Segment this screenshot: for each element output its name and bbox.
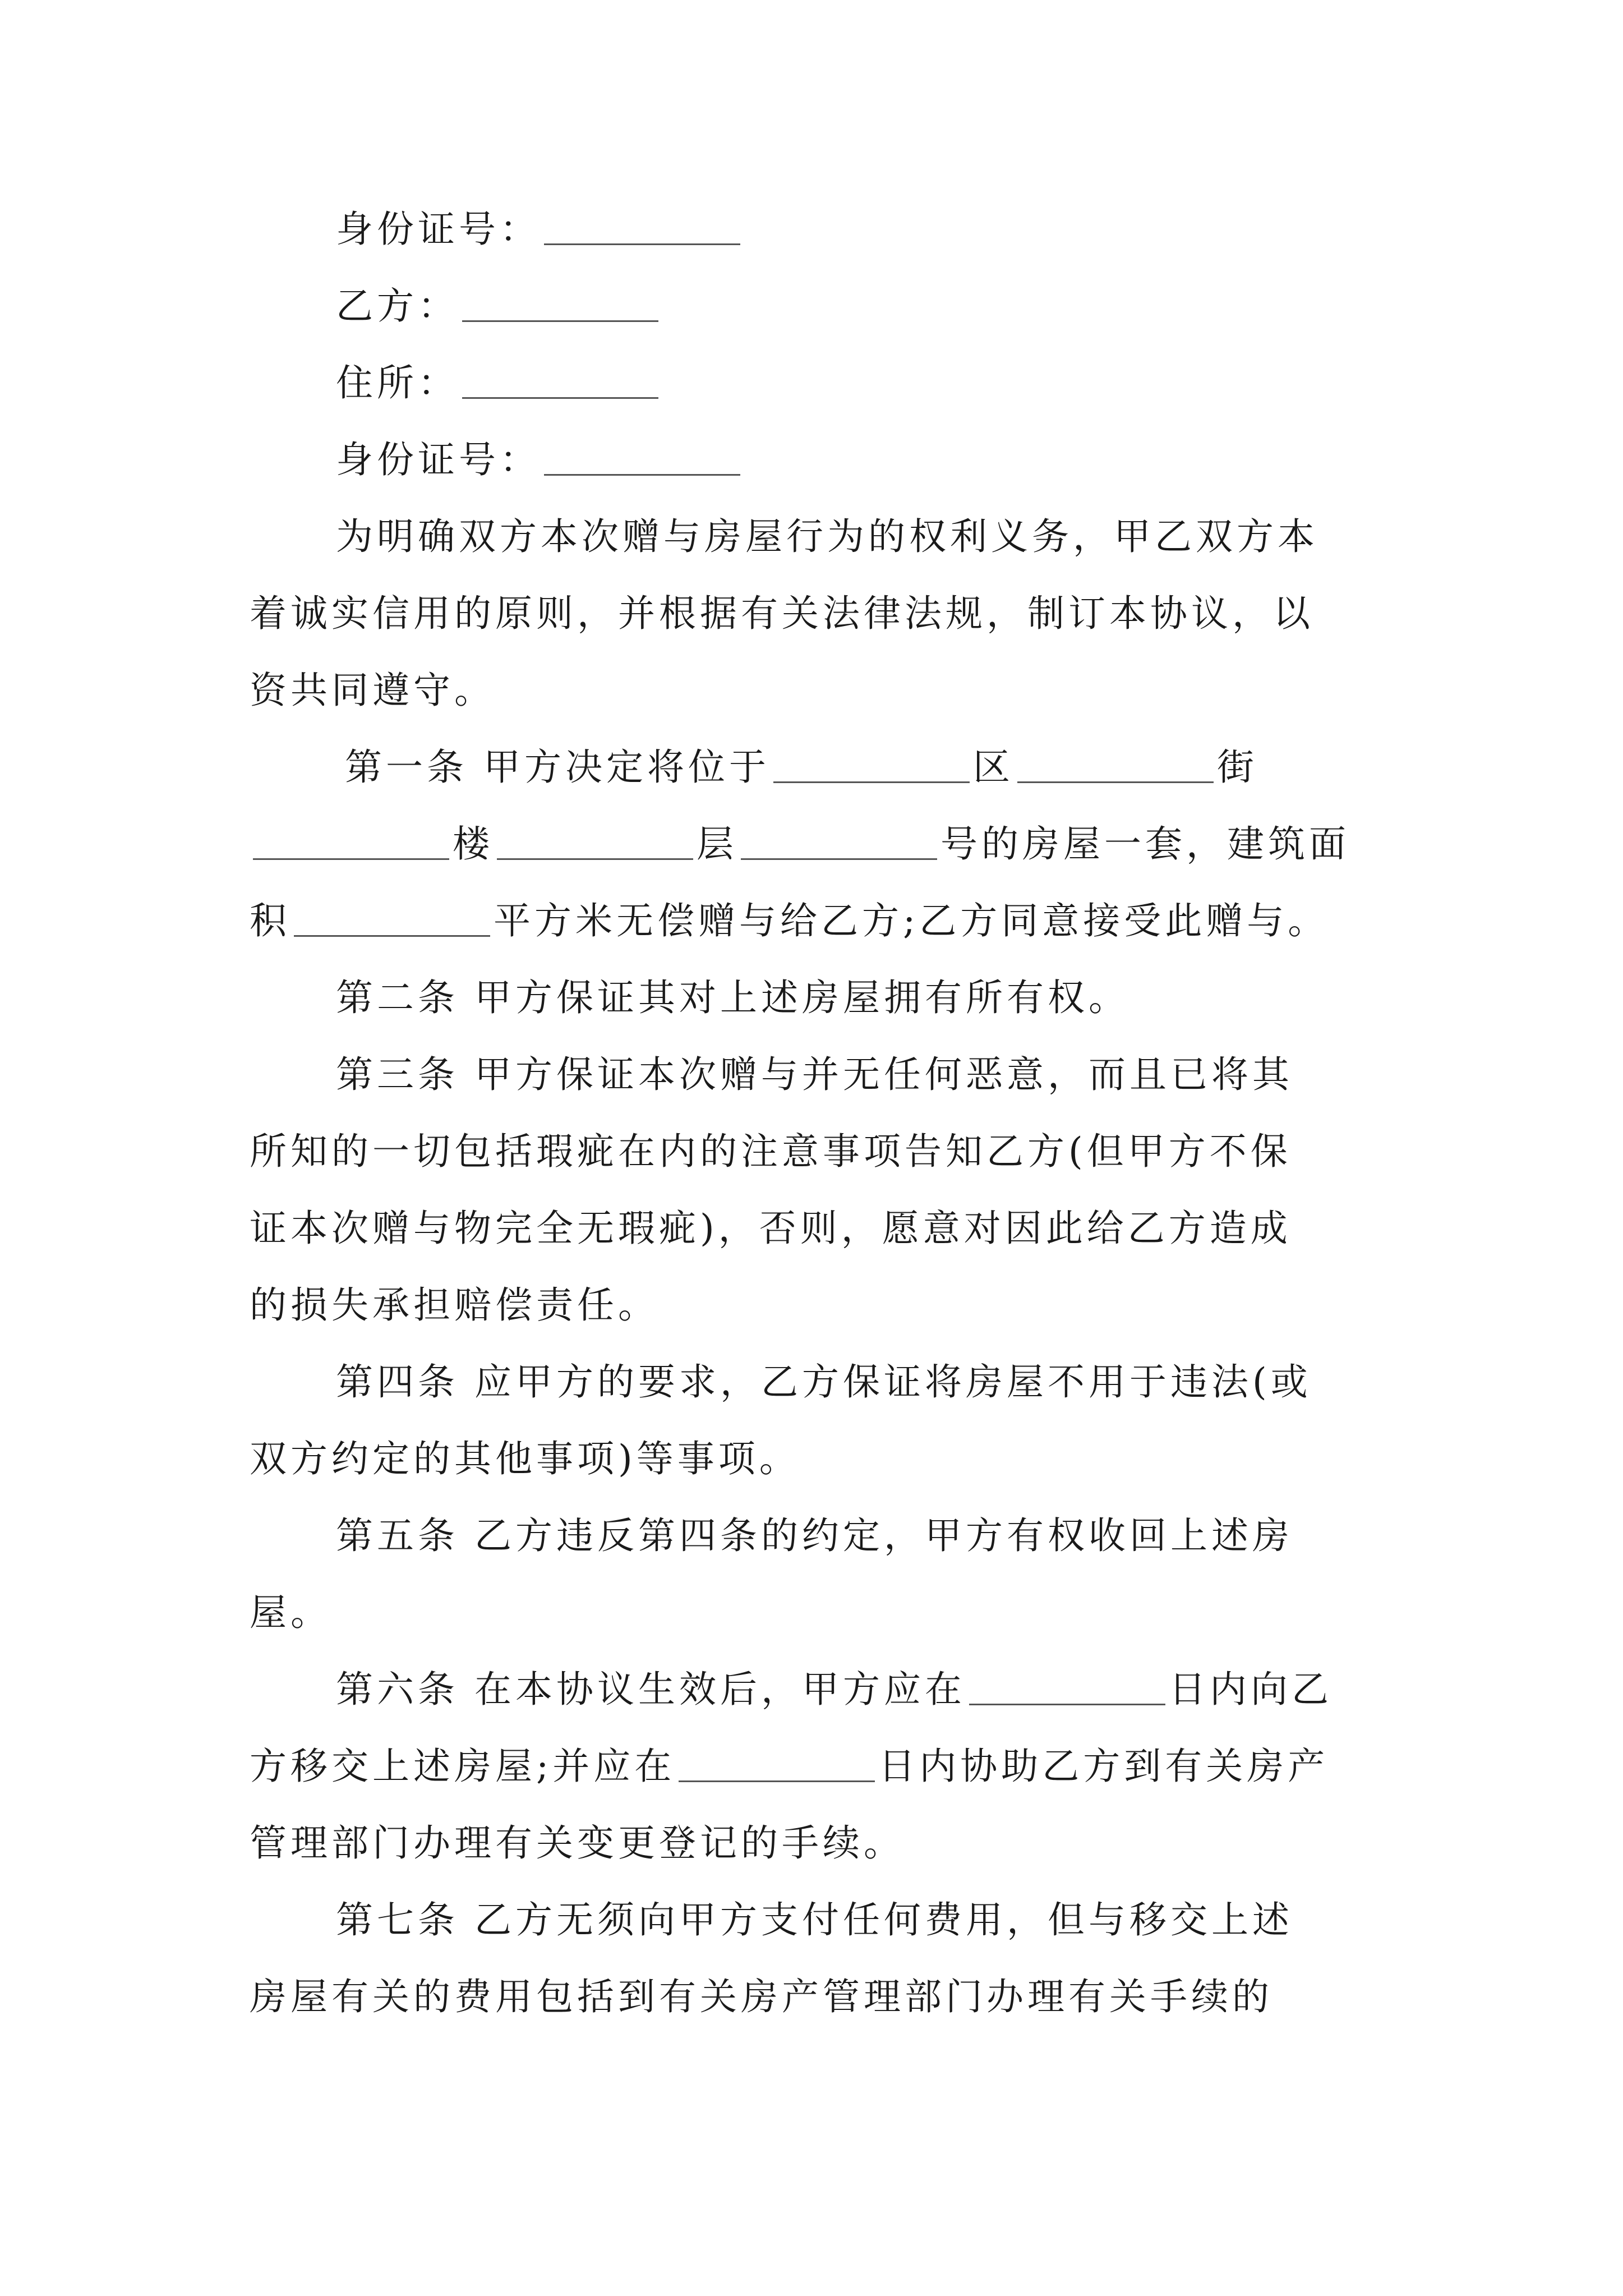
text-line	[250, 882, 1377, 959]
text-segment: 街	[1216, 746, 1258, 789]
text-segment: 积	[250, 899, 291, 942]
fill-in-blank[interactable]	[462, 360, 658, 399]
text-line	[250, 729, 1377, 806]
text-segment: 第四条 应甲方的要求，乙方保证将房屋不用于违法(或	[336, 1360, 1312, 1404]
fill-in-blank[interactable]	[1017, 744, 1214, 783]
text-segment: 双方约定的其他事项)等事项。	[250, 1437, 800, 1480]
text-line	[250, 191, 1377, 268]
text-line	[250, 1420, 1377, 1497]
text-segment: 号的房屋一套，建筑面	[940, 822, 1350, 866]
text-segment: 第六条 在本协议生效后，甲方应在	[336, 1668, 966, 1711]
text-segment: 为明确双方本次赠与房屋行为的权利义务，甲乙双方本	[336, 515, 1318, 558]
text-line	[250, 268, 1377, 344]
text-line	[250, 575, 1377, 652]
fill-in-blank[interactable]	[969, 1667, 1165, 1705]
text-line	[250, 1267, 1377, 1343]
text-segment: 证本次赠与物完全无瑕疵)，否则，愿意对因此给乙方造成	[250, 1207, 1292, 1250]
text-segment: 楼	[453, 822, 494, 866]
text-line	[250, 1343, 1377, 1420]
text-segment: 的损失承担赔偿责任。	[250, 1283, 659, 1327]
text-line	[250, 421, 1377, 498]
fill-in-blank[interactable]	[462, 283, 658, 322]
text-segment: 区	[972, 746, 1014, 789]
text-line	[250, 1958, 1377, 2035]
text-line	[250, 1881, 1377, 1958]
text-segment: 乙方：	[336, 284, 459, 328]
text-line	[250, 959, 1377, 1036]
text-segment: 身份证号：	[336, 438, 541, 481]
text-segment: 第二条 甲方保证其对上述房屋拥有所有权。	[336, 976, 1129, 1019]
text-line	[250, 1036, 1377, 1113]
fill-in-blank[interactable]	[497, 821, 693, 860]
text-segment: 平方米无偿赠与给乙方;乙方同意接受此赠与。	[494, 899, 1329, 942]
text-segment: 第七条 乙方无须向甲方支付任何费用，但与移交上述	[336, 1898, 1293, 1941]
text-segment: 管理部门办理有关变更登记的手续。	[250, 1821, 905, 1865]
text-segment: 第一条 甲方决定将位于	[345, 746, 770, 789]
text-segment: 所知的一切包括瑕疵在内的注意事项告知乙方(但甲方不保	[250, 1130, 1292, 1173]
text-segment: 屋。	[250, 1591, 331, 1634]
text-segment: 第五条 乙方违反第四条的约定，甲方有权收回上述房	[336, 1514, 1293, 1557]
text-segment: 着诚实信用的原则，并根据有关法律法规，制订本协议，以	[250, 592, 1314, 635]
document-body	[250, 191, 1377, 2035]
text-line	[250, 344, 1377, 421]
fill-in-blank[interactable]	[544, 206, 740, 245]
fill-in-blank[interactable]	[741, 821, 937, 860]
text-line	[250, 1805, 1377, 1881]
fill-in-blank[interactable]	[544, 437, 740, 476]
text-segment: 房屋有关的费用包括到有关房产管理部门办理有关手续的	[250, 1975, 1273, 2018]
text-segment: 方移交上述房屋;并应在	[250, 1745, 676, 1788]
fill-in-blank[interactable]	[294, 898, 490, 937]
text-segment: 层	[697, 822, 737, 866]
text-line	[250, 806, 1377, 882]
fill-in-blank[interactable]	[253, 821, 449, 860]
text-segment: 资共同遵守。	[250, 669, 495, 712]
text-line	[250, 498, 1377, 575]
fill-in-blank[interactable]	[679, 1743, 875, 1782]
text-line	[250, 652, 1377, 729]
text-segment: 第三条 甲方保证本次赠与并无任何恶意，而且已将其	[336, 1053, 1293, 1096]
text-line	[250, 1574, 1377, 1651]
text-segment: 住所：	[336, 361, 459, 404]
text-line	[250, 1113, 1377, 1190]
text-line	[250, 1190, 1377, 1267]
text-segment: 日内向乙	[1168, 1668, 1332, 1711]
text-line	[250, 1497, 1377, 1574]
text-segment: 日内协助乙方到有关房产	[878, 1745, 1329, 1788]
text-line	[250, 1651, 1377, 1728]
text-segment: 身份证号：	[336, 208, 541, 251]
fill-in-blank[interactable]	[773, 744, 970, 783]
text-line	[250, 1728, 1377, 1805]
